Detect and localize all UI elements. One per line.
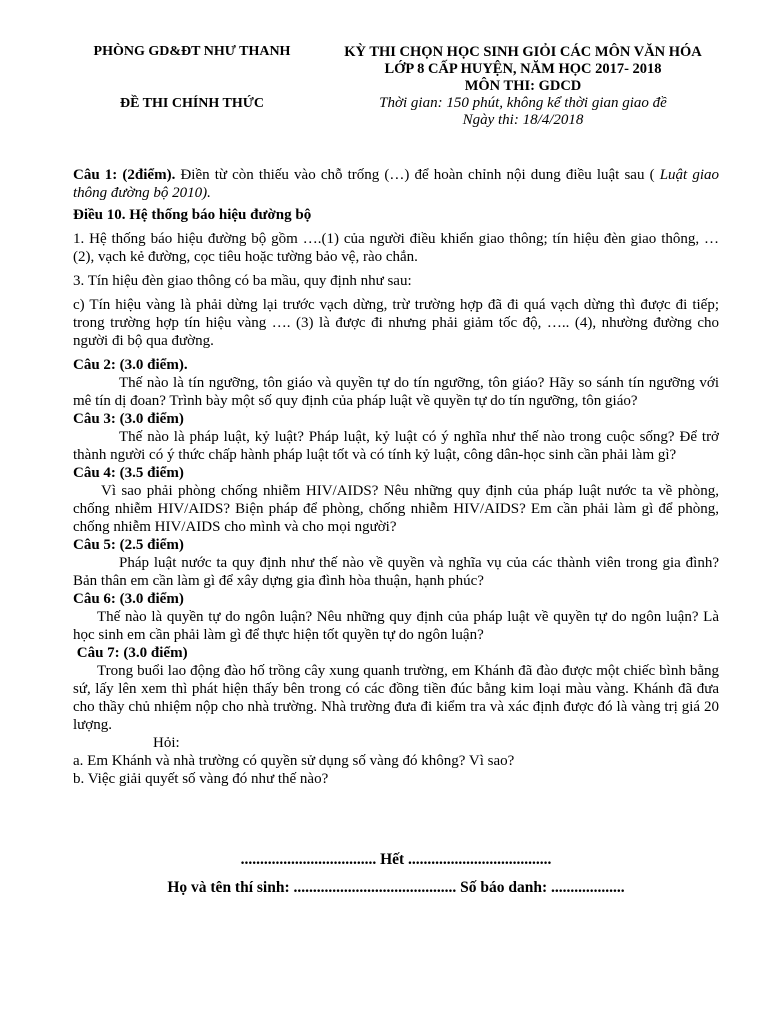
article-item-c: c) Tín hiệu vàng là phải dừng lại trước vạch dừng, trừ trường hợp đã đi quá vạch dừng thì được đi tiếp; trong trường hợp tín hiệu vàng …. (3) là được đi nhưng phải giảm tốc độ, ….. (4), nhường đường cho người đi bộ qua đường. (73, 297, 719, 349)
candidate-info-line: Họ và tên thí sinh: .......................................... Số báo danh: ................... (167, 879, 625, 896)
department-name: PHÒNG GD&ĐT NHƯ THANH (93, 44, 291, 59)
question-6-text: Thế nào là quyền tự do ngôn luận? Nêu những quy định của pháp luật về quyền tự do ngôn luận? Là học sinh em cần phải làm gì để thực hiện tốt quyền tự do ngôn luận? (73, 609, 719, 643)
question-7-text: Trong buổi lao động đào hố trồng cây xung quanh trường, em Khánh đã đào được một chiếc bình bằng sứ, lấy lên xem thì phát hiện thấy bên trong có các đồng tiền đúc bằng kim loại màu vàng. Khánh đã đưa cho thầy chủ nhiệm nộp cho nhà trường. Nhà trường đưa đi kiểm tra và xác định được đó là vàng trị giá 20 lượng. (73, 663, 719, 733)
end-marker: ................................... Hết ..................................... (240, 851, 552, 868)
exam-duration: Thời gian: 150 phút, không kể thời gian giao đề (379, 95, 667, 111)
exam-title: KỲ THI CHỌN HỌC SINH GIỎI CÁC MÔN VĂN HÓA (344, 44, 702, 60)
official-exam-label: ĐỀ THI CHÍNH THỨC (119, 96, 265, 111)
exam-grade-year: LỚP 8 CẤP HUYỆN, NĂM HỌC 2017- 2018 (384, 61, 662, 77)
question-1-source: Luật giao thông đường bộ 2010). (73, 167, 720, 201)
article-item-1: 1. Hệ thống báo hiệu đường bộ gồm ….(1) của người điều khiển giao thông; tín hiệu đèn giao thông, … (2), vạch kẻ đường, cọc tiêu hoặc tường bảo vệ, rào chắn. (73, 231, 719, 265)
question-2-text: Thế nào là tín ngưỡng, tôn giáo và quyền tự do tín ngưỡng, tôn giáo? Hãy so sánh tín ngưỡng với mê tín dị đoan? Trình bày một số quy định của pháp luật về quyền tự do tín ngưỡng, tôn giáo? (73, 375, 719, 409)
question-7-part-b: b. Việc giải quyết số vàng đó như thế nào? (73, 771, 329, 787)
question-1 (73, 166, 719, 202)
question-4-text: Vì sao phải phòng chống nhiễm HIV/AIDS? Nêu những quy định của pháp luật nước ta về phòng, chống nhiễm HIV/AIDS? Biện pháp để phòng, chống nhiễm HIV/AIDS? Em cần phải làm gì để phòng, chống nhiễm HIV/AIDS cho mình và cho mọi người? (73, 483, 719, 535)
question-7-part-a: a. Em Khánh và nhà trường có quyền sử dụng số vàng đó không? Vì sao? (73, 753, 515, 769)
exam-body (73, 166, 719, 788)
question-1-label: Câu 1: (2điểm). (73, 167, 176, 183)
article-title: Điều 10. Hệ thống báo hiệu đường bộ (73, 207, 312, 223)
question-1-text: Điền từ còn thiếu vào chỗ trống (…) để hoàn chỉnh nội dung điều luật sau ( (175, 167, 655, 183)
article-item-3: 3. Tín hiệu đèn giao thông có ba mầu, quy định như sau: (73, 273, 412, 289)
question-7-ask: Hỏi: (153, 735, 180, 751)
question-2-label: Câu 2: (3.0 điểm). (73, 357, 188, 373)
exam-date: Ngày thi: 18/4/2018 (462, 112, 584, 128)
question-3-label: Câu 3: (3.0 điểm) (73, 411, 184, 427)
exam-header (322, 44, 724, 129)
question-3-text: Thế nào là pháp luật, kỷ luật? Pháp luật, kỷ luật có ý nghĩa như thế nào trong cuộc sống? Để trở thành người có ý thức chấp hành pháp luật tốt và có tính kỷ luật, công dân-học sinh cần phải làm gì? (73, 429, 719, 463)
exam-subject: MÔN THI: GDCD (464, 78, 582, 94)
question-7-label: Câu 7: (3.0 điểm) (73, 645, 188, 661)
question-5-text: Pháp luật nước ta quy định như thế nào về quyền và nghĩa vụ của các thành viên trong gia đình? Bản thân em cần làm gì để xây dựng gia đình hòa thuận, hạnh phúc? (73, 555, 719, 589)
question-6-label: Câu 6: (3.0 điểm) (73, 591, 184, 607)
question-5-label: Câu 5: (2.5 điểm) (73, 537, 184, 553)
question-4-label: Câu 4: (3.5 điểm) (73, 465, 184, 481)
